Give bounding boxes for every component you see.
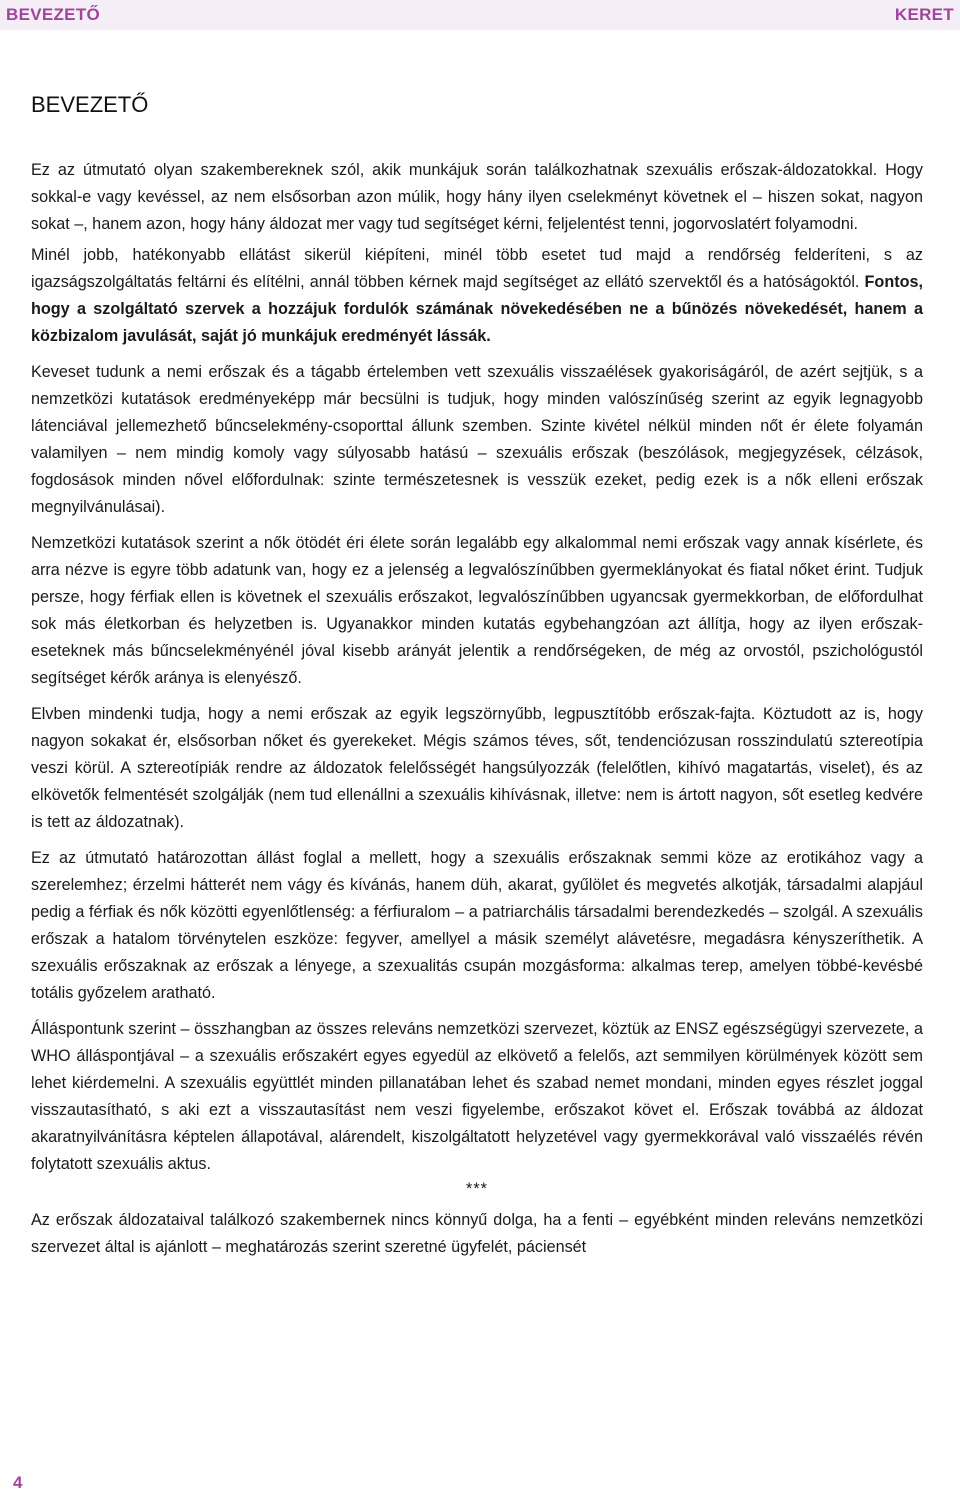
paragraph-2 <box>31 242 923 350</box>
paragraph-4: Nemzetközi kutatások szerint a nők ötödét éri élete során legalább egy alkalommal nemi erőszak vagy annak kísérlete, és arra nézve is egyre több adatunk van, hogy ez a jelenség a legvalószínűbben gyermeklányokat és fiatal nőket érint. Tudjuk persze, hogy férfiak ellen is követnek el szexuális erőszakot, legvalószínűbben ugyancsak gyermekkorban, de előfordulhat sok más életkorban és helyzetben is. Ugyanakkor minden kutatás egybehangzóan azt állítja, hogy az ilyen erőszak-eseteknek más bűncselekményénél jóval kisebb arányát jelentik a rendőrségeken, de még az orvostól, pszichológustól segítséget kérők aránya is elenyésző. <box>31 534 923 687</box>
paragraph-5: Elvben mindenki tudja, hogy a nemi erőszak az egyik legszörnyűbb, legpusztítóbb erőszak-fajta. Köztudott az is, hogy nagyon sokakat ér, elsősorban nőket és gyerekeket. Mégis számos téves, sőt, tendenciózusan rosszindulatú sztereotípia veszi körül. A sztereotípiák rendre az áldozatok felelősségét hangsúlyozzák (felelőtlen, kihívó magatartás, viselet), és az elkövetők felmentését szolgálják (nem tud ellenállni a szexuális kihívásnak, illetve: nem is ártott nagyon, sőt esetleg kedvére is tett az áldozatnak). <box>31 705 923 831</box>
page-title: BEVEZETŐ <box>31 92 149 117</box>
body-text <box>31 157 923 1261</box>
paragraph-8: Az erőszak áldozataival találkozó szakembernek nincs könnyű dolga, ha a fenti – egyébként minden releváns nemzetközi szervezet által is ajánlott – meghatározás szerint szeretné ügyfelét, páciensét <box>31 1211 923 1256</box>
running-header <box>0 0 960 30</box>
paragraph-1: Ez az útmutató olyan szakembereknek szól, akik munkájuk során találkozhatnak szexuális erőszak-áldozatokkal. Hogy sokkal-e vagy kevéssel, az nem elsősorban azon múlik, hogy hány ilyen cselekményt követnek el – hiszen sokat, nagyon sokat –, hanem azon, hogy hány áldozat mer vagy tud segítséget kérni, feljelentést tenni, jogorvoslatért folyamodni. <box>31 161 923 233</box>
paragraph-7: Álláspontunk szerint – összhangban az összes releváns nemzetközi szervezet, köztük az ENSZ egészségügyi szervezete, a WHO álláspontjával – a szexuális erőszakért egyes egyedül az elkövető a felelős, azt semmilyen körülmények között sem lehet kiérdemelni. A szexuális együttlét minden pillanatában lehet és szabad nemet mondani, minden egyes részlet joggal visszautasítható, s aki ezt a visszautasítást nem veszi figyelembe, erőszakot követ el. Erőszak továbbá az áldozat akaratnyilvánításra képtelen állapotával, alárendelt, kiszolgáltatott helyzetével vagy gyermekkorával való visszaélés révén folytatott szexuális aktus. <box>31 1020 923 1173</box>
paragraph-3: Keveset tudunk a nemi erőszak és a tágabb értelemben vett szexuális visszaélések gyakoriságáról, de azért sejtjük, s a nemzetközi kutatások eredményeképp már becsülni is tudjuk, hogy minden valószínűség szerint az egyik legnagyobb látenciával jellemezhető bűncselekmény-csoporttal állunk szemben. Szinte kivétel nélkül minden nőt ér élete folyamán valamilyen – nem mindig komoly vagy súlyosabb hatású – szexuális erőszak (beszólások, megjegyzések, célzások, fogdosások minden nővel előfordulnak: szinte természetesnek is vesszük ezeket, pedig ezek is a nők elleni erőszak megnyilvánulásai). <box>31 363 923 516</box>
paragraph-6: Ez az útmutató határozottan állást foglal a mellett, hogy a szexuális erőszaknak semmi köze az erotikához vagy a szerelemhez; érzelmi hátterét nem vágy és kívánás, hanem düh, akarat, gyűlölet és megvetés alkotják, társadalmi alapjául pedig a férfiak és nők közötti egyenlőtlenség: a férfiuralom – a patriarchális társadalmi berendezkedés – szolgál. A szexuális erőszak a hatalom törvénytelen eszköze: fegyver, amellyel a másik személyt alávetésre, megadásra kényszeríthetik. A szexuális erőszaknak az erőszak a lényege, a szexualitás csupán mozgásforma: alkalmas terep, amelyen többé-kevésbé totális győzelem aratható. <box>31 849 923 1002</box>
paragraph-2-bold: Fontos, hogy a szolgáltató szervek a hozzájuk fordulók számának növekedésében ne a bűnözés növekedését, hanem a közbizalom javulását, saját jó munkájuk eredményét lássák. <box>31 273 923 345</box>
section-separator: *** <box>466 1180 488 1198</box>
page-number: 4 <box>13 1473 23 1492</box>
header-section-title: BEVEZETŐ <box>6 5 101 24</box>
header-chapter-title: KERET <box>894 5 954 24</box>
paragraph-2-text: Minél jobb, hatékonyabb ellátást sikerül kiépíteni, minél több esetet tud majd a rendőrség felderíteni, s az igazságszolgáltatás feltárni és elítélni, annál többen kérnek majd segítséget az ellátó szervektől és a hatóságoktól. <box>31 246 923 291</box>
